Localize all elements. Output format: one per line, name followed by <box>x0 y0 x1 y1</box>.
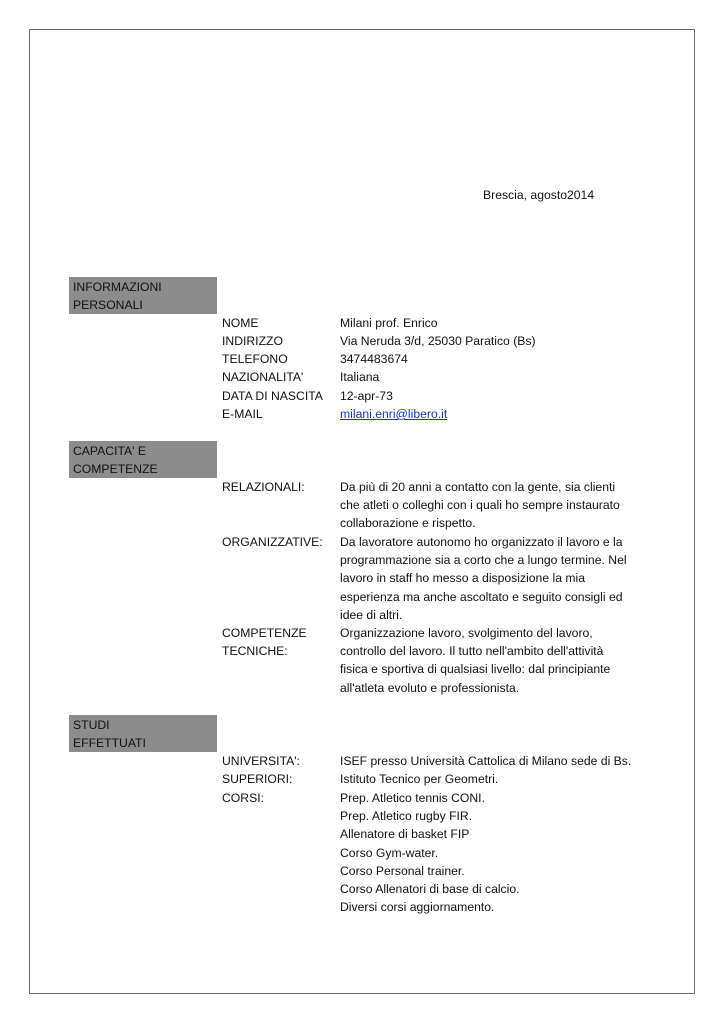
text-line: che atleti o colleghi con i quali ho sempre instaurato <box>340 498 620 513</box>
section-title-line: INFORMAZIONI <box>73 280 162 294</box>
organizzative-value <box>340 533 635 624</box>
universita-value: ISEF presso Università Cattolica di Milano sede di Bs. <box>340 754 632 768</box>
relazionali-value <box>340 478 635 533</box>
telefono-value: 3474483674 <box>340 352 408 366</box>
list-item: Allenatore di basket FIP <box>340 827 470 842</box>
nascita-value: 12-apr-73 <box>340 389 393 403</box>
section-header-skills <box>69 441 217 478</box>
section-title-line: COMPETENZE <box>73 462 158 476</box>
text-line: Da più di 20 anni a contatto con la gente, sia clienti <box>340 480 616 494</box>
nome-value: Milani prof. Enrico <box>340 316 438 330</box>
label-line: TECNICHE: <box>222 644 288 658</box>
list-item: Corso Personal trainer. <box>340 863 465 878</box>
corsi-list <box>340 789 635 916</box>
nazionalita-label: NAZIONALITA' <box>222 370 304 384</box>
list-item: Corso Gym-water. <box>340 845 439 860</box>
section-title-line: STUDI <box>73 718 110 732</box>
section-title-line: PERSONALI <box>73 298 143 312</box>
nascita-label: DATA DI NASCITA <box>222 389 323 403</box>
text-line: Da lavoratore autonomo ho organizzato il lavoro e la <box>340 535 623 549</box>
tecniche-label <box>222 624 307 660</box>
section-header-personal <box>69 277 217 314</box>
superiori-label: SUPERIORI: <box>222 772 293 786</box>
section-title-line: EFFETTUATI <box>73 736 146 750</box>
section-title-line: CAPACITA' E <box>73 444 146 458</box>
text-line: idee di altri. <box>340 607 403 622</box>
superiori-value: Istituto Tecnico per Geometri. <box>340 772 499 786</box>
document-date: Brescia, agosto2014 <box>483 188 595 202</box>
email-value-wrap <box>340 405 635 423</box>
corsi-label: CORSI: <box>222 791 264 805</box>
text-line: esperienza ma anche ascoltato e seguito consigli ed <box>340 589 623 604</box>
text-line: Organizzazione lavoro, svolgimento del lavoro, <box>340 626 593 640</box>
text-line: lavoro in staff ho messo a disposizione la mia <box>340 571 586 586</box>
email-link[interactable]: milani.enri@libero.it <box>340 407 448 421</box>
organizzative-label: ORGANIZZATIVE: <box>222 535 323 549</box>
list-item: Diversi corsi aggiornamento. <box>340 900 495 915</box>
list-item: Prep. Atletico rugby FIR. <box>340 809 473 824</box>
indirizzo-value: Via Neruda 3/d, 25030 Paratico (Bs) <box>340 334 536 348</box>
telefono-label: TELEFONO <box>222 352 288 366</box>
tecniche-value <box>340 624 635 697</box>
nazionalita-value: Italiana <box>340 370 380 384</box>
label-line: COMPETENZE <box>222 626 307 640</box>
indirizzo-label: INDIRIZZO <box>222 334 283 348</box>
email-label: E-MAIL <box>222 407 263 421</box>
universita-label: UNIVERSITA': <box>222 754 300 768</box>
text-line: collaborazione e rispetto. <box>340 516 476 531</box>
text-line: fisica e sportiva di qualsiasi livello: dal principiante <box>340 662 611 677</box>
list-item: Prep. Atletico tennis CONI. <box>340 791 485 805</box>
text-line: controllo del lavoro. Il tutto nell'ambito dell'attività <box>340 644 604 659</box>
text-line: all'atleta evoluto e professionista. <box>340 680 520 695</box>
list-item: Corso Allenatori di base di calcio. <box>340 882 520 897</box>
text-line: programmazione sia a corto che a lungo termine. Nel <box>340 553 627 568</box>
section-header-studies <box>69 715 217 752</box>
relazionali-label: RELAZIONALI: <box>222 480 305 494</box>
nome-label: NOME <box>222 316 259 330</box>
